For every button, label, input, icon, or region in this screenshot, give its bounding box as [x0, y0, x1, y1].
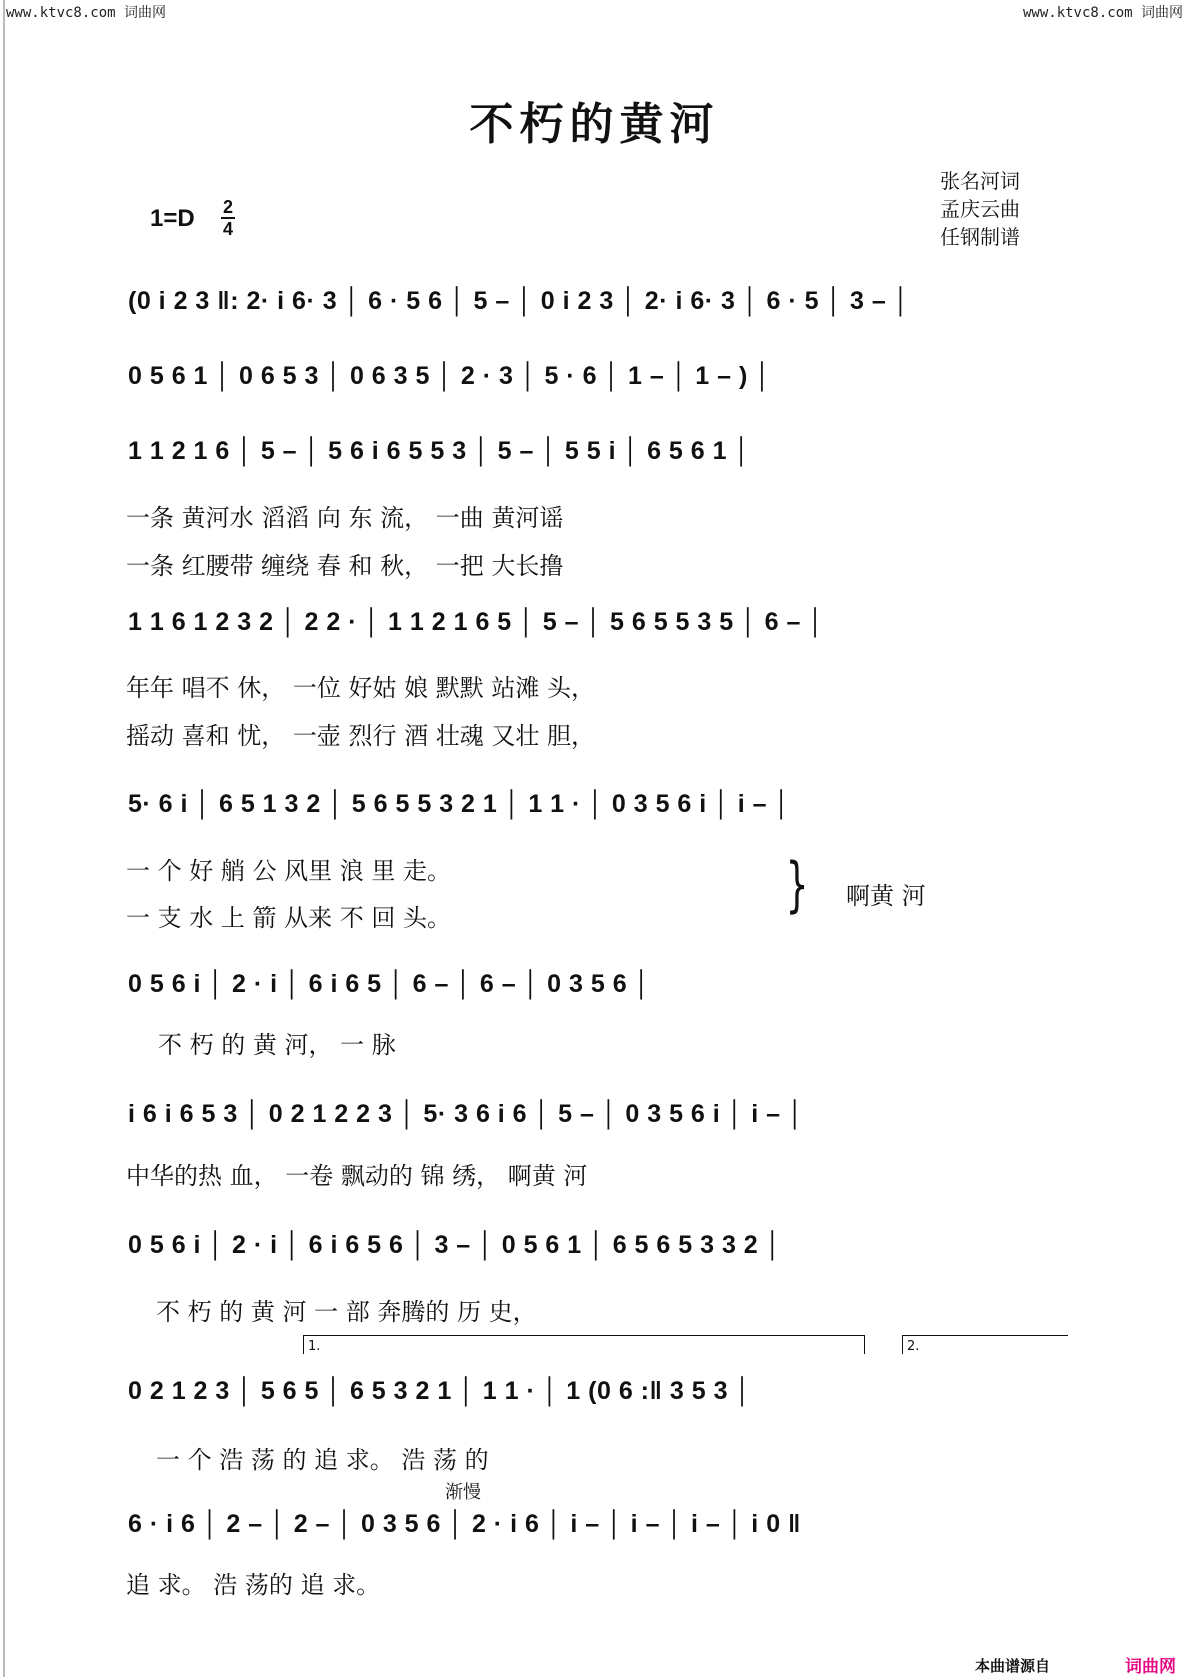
lyric-line-5a: 一 个 好 艄 公 风里 浪 里 走。	[126, 857, 452, 885]
lyric-line-3b: 一条 红腰带 缠绕 春 和 秋， 一把 大长撸	[126, 552, 564, 580]
lyric-line-6: 不 朽 的 黄 河， 一 脉	[158, 1031, 396, 1059]
music-system-2: 0 5 6 1 │ 0 6 5 3 │ 0 6 3 5 │ 2 · 3 │ 5 · 6 │ 1 – │ 1 – ) │	[128, 362, 772, 390]
music-system-4: 1 1 6 1 2 3 2 │ 2 2 · │ 1 1 2 1 6 5 │ 5 – │ 5 6 5 5 3 5 │ 6 – │	[128, 608, 825, 636]
music-system-7: i 6 i 6 5 3 │ 0 2 1 2 2 3 │ 5· 3 6 i 6 │ 5 – │ 0 3 5 6 i │ i – │	[128, 1100, 805, 1128]
footer-brand-logo[interactable]: 词曲网	[1125, 1657, 1176, 1677]
watermark-left: www.ktvc8.com 词曲网	[6, 5, 167, 21]
lyric-brace: }	[785, 850, 809, 920]
music-system-9: 0 2 1 2 3 │ 5 6 5 │ 6 5 3 2 1 │ 1 1 · │ 1 (0 6 :‖ 3 5 3 │	[128, 1377, 752, 1405]
time-signature	[221, 198, 235, 238]
volta-2-label: 2.	[907, 1339, 920, 1354]
music-system-10: 6 · i 6 │ 2 – │ 2 – │ 0 3 5 6 │ 2 · i 6 │ i – │ i – │ i – │ i 0 ‖	[128, 1510, 801, 1538]
credit-composer: 孟庆云曲	[940, 197, 1020, 221]
lyric-line-3a: 一条 黄河水 滔滔 向 东 流， 一曲 黄河谣	[126, 504, 564, 532]
song-title: 不朽的黄河	[469, 99, 720, 150]
time-signature-top: 2	[222, 197, 233, 217]
footer-source-text: 本曲谱源自	[975, 1657, 1051, 1675]
music-system-3: 1 1 2 1 6 │ 5 – │ 5 6 i 6 5 5 3 │ 5 – │ 5 5 i │ 6 5 6 1 │	[128, 437, 751, 465]
tempo-marking: 渐慢	[445, 1482, 481, 1503]
lyric-line-10: 追 求。 浩 荡的 追 求。	[126, 1571, 381, 1599]
lyric-line-8: 不 朽 的 黄 河 一 部 奔腾的 历 史，	[156, 1298, 537, 1326]
volta-first-ending	[303, 1335, 865, 1354]
music-system-5: 5· 6 i │ 6 5 1 3 2 │ 5 6 5 5 3 2 1 │ 1 1 · │ 0 3 5 6 i │ i – │	[128, 790, 791, 818]
credit-transcriber: 任钢制谱	[940, 225, 1020, 249]
lyric-line-9: 一 个 浩 荡 的 追 求。 浩 荡 的	[156, 1446, 489, 1474]
lyric-line-4a: 年年 唱不 休， 一位 好姑 娘 默默 站滩 头，	[126, 674, 596, 702]
page-edge-line	[3, 0, 5, 1677]
volta-1-label: 1.	[308, 1339, 321, 1354]
lyric-line-5b: 一 支 水 上 箭 从来 不 回 头。	[126, 904, 452, 932]
lyric-line-4b: 摇动 喜和 忧， 一壶 烈行 酒 壮魂 又壮 胆，	[126, 722, 596, 750]
music-system-8: 0 5 6 i │ 2 · i │ 6 i 6 5 6 │ 3 – │ 0 5 6 1 │ 6 5 6 5 3 3 2 │	[128, 1231, 782, 1259]
music-system-6: 0 5 6 i │ 2 · i │ 6 i 6 5 │ 6 – │ 6 – │ 0 3 5 6 │	[128, 970, 651, 998]
time-signature-bottom: 4	[222, 219, 233, 239]
credit-lyricist: 张名河词	[940, 169, 1020, 193]
lyric-line-7: 中华的热 血， 一卷 飘动的 锦 绣， 啊黄 河	[126, 1162, 588, 1190]
lyric-aside-5: 啊黄 河	[846, 882, 926, 910]
volta-second-ending	[902, 1335, 1068, 1354]
key-signature: 1=D	[150, 205, 195, 232]
music-system-1: (0 i 2 3 ‖: 2· i 6· 3 │ 6 · 5 6 │ 5 – │ 0 i 2 3 │ 2· i 6· 3 │ 6 · 5 │ 3 – │	[128, 287, 910, 315]
watermark-right: www.ktvc8.com 词曲网	[1022, 5, 1183, 21]
